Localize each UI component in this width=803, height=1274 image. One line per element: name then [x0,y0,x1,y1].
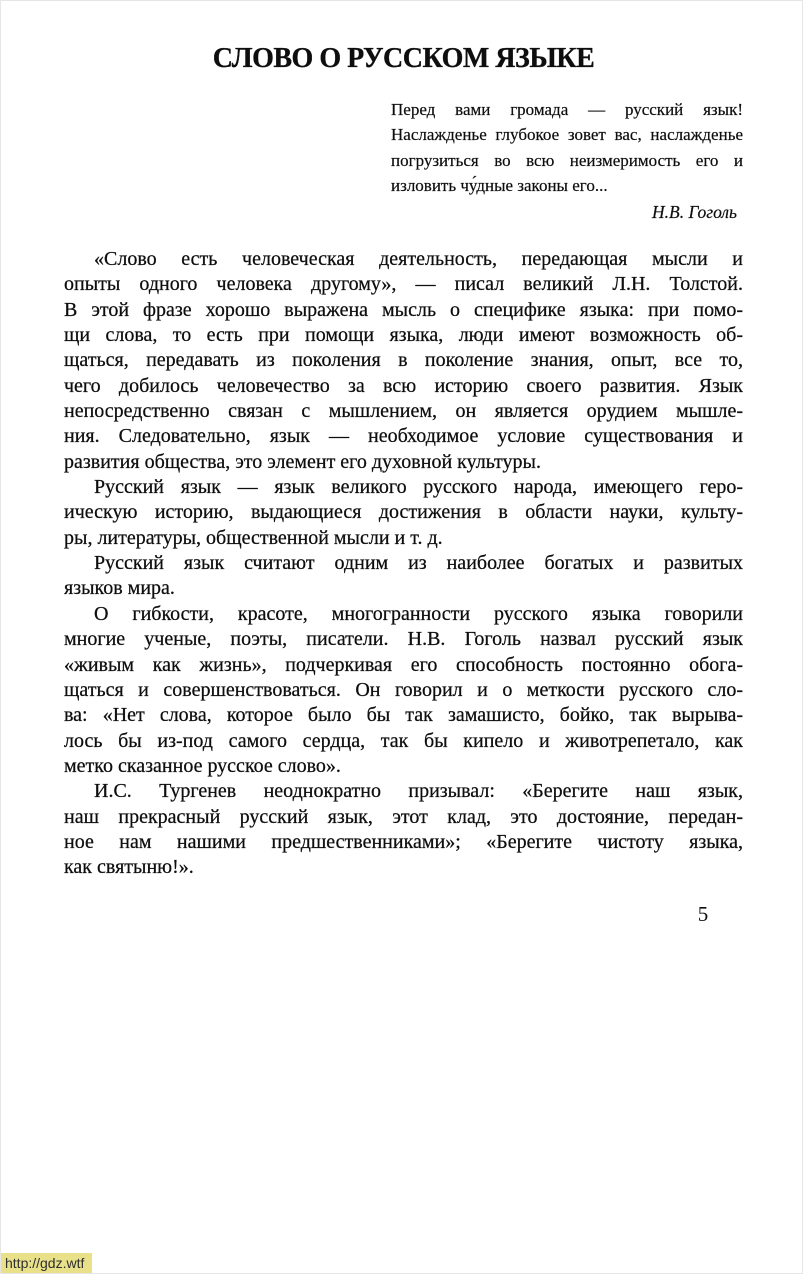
text-line: опыты одного человека другому», — писал великий Л.Н. Толстой. [64,273,743,296]
epigraph-attribution: Н.В. Гоголь [652,201,737,222]
text-line: погрузиться во всю неизмеримость его и [391,150,743,170]
text-line: «живым как жизнь», подчеркивая его способность постоянно обога- [64,653,743,676]
page-number: 5 [697,902,709,926]
text-line: чего добилось человечество за всю историю своего развития. Язык [64,374,743,397]
body-paragraph-4 [64,602,743,779]
body-paragraph-2 [64,475,743,551]
body-paragraph-5 [64,779,743,880]
text-line: изловить чу́дные законы его... [391,176,608,196]
text-line: лось бы из-под самого сердца, так бы кипело и животрепетало, как [64,729,743,752]
text-line: Наслажденье глубокое зовет вас, наслажденье [391,125,743,145]
text-line: Перед вами громада — русский язык! [391,100,743,119]
text-line: ры, литературы, общественной мысли и т. д. [64,526,443,549]
body-paragraph-1 [64,247,743,475]
text-line: метко сказанное русское слово». [64,754,341,777]
text-line: щаться и совершенствоваться. Он говорил и о меткости русского сло- [64,678,743,701]
text-line: О гибкости, красоте, многогранности русского языка говорили [94,602,743,625]
text-line: щаться, передавать из поколения в поколение знания, опыт, все то, [64,349,743,372]
text-line: ния. Следовательно, язык — необходимое условие существования и [64,425,743,448]
text-line: ическую историю, выдающиеся достижения в области науки, культу- [64,501,743,524]
epigraph [391,97,743,225]
text-line: Русский язык — язык великого русского народа, имеющего геро- [94,476,743,499]
text-line: В этой фразе хорошо выражена мысль о специфике языка: при помо- [64,298,743,321]
text-line: Русский язык считают одним из наиболее богатых и развитых [94,552,743,575]
text-line: ное нам нашими предшественниками»; «Берегите чистоту языка, [64,830,743,853]
text-line: ва: «Нет слова, которое было бы так замашисто, бойко, так вырыва- [64,704,743,727]
page-title: СЛОВО О РУССКОМ ЯЗЫКЕ [212,43,595,74]
text-line: «Слово есть человеческая деятельность, передающая мысли и [94,248,743,270]
text-line: развития общества, это элемент его духовной культуры. [64,450,541,473]
text-line: языков мира. [64,577,175,600]
text-line: наш прекрасный русский язык, этот клад, это достояние, передан- [64,805,743,828]
text-line: многие ученые, поэты, писатели. Н.В. Гоголь назвал русский язык [64,628,743,651]
epigraph-lines [391,97,743,199]
body-text [64,247,743,881]
body-paragraph-3 [64,551,743,602]
text-line: как святыню!». [64,856,194,879]
text-line: И.С. Тургенев неоднократно призывал: «Берегите наш язык, [94,780,743,803]
text-line: непосредственно связан с мышлением, он является орудием мышле- [64,400,743,423]
text-line: щи слова, то есть при помощи языка, люди имеют возможность об- [64,324,743,347]
watermark: http://gdz.wtf [1,1253,92,1274]
